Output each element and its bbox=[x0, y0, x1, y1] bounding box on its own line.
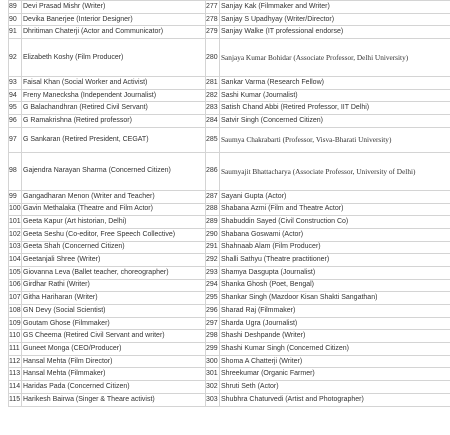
left-signatory: G Sankaran (Retired President, CEGAT) bbox=[22, 127, 206, 152]
left-number: 101 bbox=[9, 216, 22, 229]
right-number: 293 bbox=[206, 266, 220, 279]
left-signatory: GN Devy (Social Scientist) bbox=[22, 305, 206, 318]
table-row bbox=[9, 228, 450, 241]
left-number: 102 bbox=[9, 228, 22, 241]
right-signatory: Saumya Chakrabarti (Professor, Visva-Bharati University) bbox=[220, 127, 450, 152]
right-signatory: Shahnaab Alam (Film Producer) bbox=[220, 241, 450, 254]
left-number: 113 bbox=[9, 368, 22, 381]
table-row bbox=[9, 330, 450, 343]
right-number: 285 bbox=[206, 127, 220, 152]
left-signatory: Githa Hariharan (Writer) bbox=[22, 292, 206, 305]
table-row bbox=[9, 317, 450, 330]
table-row bbox=[9, 127, 450, 152]
table-row bbox=[9, 393, 450, 406]
left-number: 104 bbox=[9, 254, 22, 267]
signatory-table-body bbox=[9, 1, 450, 407]
right-signatory: Shreekumar (Organic Farmer) bbox=[220, 368, 450, 381]
table-row bbox=[9, 305, 450, 318]
left-signatory: Freny Manecksha (Independent Journalist) bbox=[22, 89, 206, 102]
right-number: 284 bbox=[206, 115, 220, 128]
left-number: 89 bbox=[9, 1, 22, 14]
left-signatory: G Ramakrishna (Retired professor) bbox=[22, 115, 206, 128]
right-number: 299 bbox=[206, 343, 220, 356]
right-number: 295 bbox=[206, 292, 220, 305]
left-number: 96 bbox=[9, 115, 22, 128]
table-row bbox=[9, 279, 450, 292]
left-signatory: Hansal Mehta (Filmmaker) bbox=[22, 368, 206, 381]
left-signatory: Geeta Shah (Concerned Citizen) bbox=[22, 241, 206, 254]
right-number: 302 bbox=[206, 381, 220, 394]
right-signatory: Shalli Sathyu (Theatre practitioner) bbox=[220, 254, 450, 267]
right-signatory: Saumyajit Bhattacharya (Associate Professor, University of Delhi) bbox=[220, 152, 450, 190]
left-signatory: Girdhar Rathi (Writer) bbox=[22, 279, 206, 292]
right-signatory: Shamya Dasgupta (Journalist) bbox=[220, 266, 450, 279]
right-number: 277 bbox=[206, 1, 220, 14]
left-signatory: Geeta Kapur (Art historian, Delhi) bbox=[22, 216, 206, 229]
left-number: 103 bbox=[9, 241, 22, 254]
table-row bbox=[9, 1, 450, 14]
right-signatory: Sharad Raj (Filmmaker) bbox=[220, 305, 450, 318]
table-row bbox=[9, 13, 450, 26]
right-signatory: Shashi Kumar Singh (Concerned Citizen) bbox=[220, 343, 450, 356]
left-signatory: G Balachandhran (Retired Civil Servant) bbox=[22, 102, 206, 115]
left-signatory: Giovanna Leva (Ballet teacher, choreographer) bbox=[22, 266, 206, 279]
right-number: 286 bbox=[206, 152, 220, 190]
table-row bbox=[9, 89, 450, 102]
right-signatory: Sanjaya Kumar Bohidar (Associate Professor, Delhi University) bbox=[220, 39, 450, 77]
right-number: 294 bbox=[206, 279, 220, 292]
left-number: 93 bbox=[9, 77, 22, 90]
table-row bbox=[9, 241, 450, 254]
table-row bbox=[9, 381, 450, 394]
right-number: 278 bbox=[206, 13, 220, 26]
right-signatory: Shoma A Chatterji (Writer) bbox=[220, 355, 450, 368]
right-number: 292 bbox=[206, 254, 220, 267]
right-number: 300 bbox=[206, 355, 220, 368]
left-number: 108 bbox=[9, 305, 22, 318]
table-row bbox=[9, 343, 450, 356]
left-number: 110 bbox=[9, 330, 22, 343]
right-number: 279 bbox=[206, 26, 220, 39]
table-row bbox=[9, 368, 450, 381]
right-number: 287 bbox=[206, 190, 220, 203]
right-signatory: Shabana Goswami (Actor) bbox=[220, 228, 450, 241]
left-signatory: Geeta Seshu (Co-editor, Free Speech Collective) bbox=[22, 228, 206, 241]
left-signatory: Gangadharan Menon (Writer and Teacher) bbox=[22, 190, 206, 203]
table-row bbox=[9, 26, 450, 39]
left-signatory: Elizabeth Koshy (Film Producer) bbox=[22, 39, 206, 77]
left-signatory: Haridas Pada (Concerned Citizen) bbox=[22, 381, 206, 394]
left-signatory: Devi Prasad Mishr (Writer) bbox=[22, 1, 206, 14]
table-row bbox=[9, 190, 450, 203]
left-signatory: Devika Banerjee (Interior Designer) bbox=[22, 13, 206, 26]
left-signatory: Faisal Khan (Social Worker and Activist) bbox=[22, 77, 206, 90]
right-number: 291 bbox=[206, 241, 220, 254]
right-number: 303 bbox=[206, 393, 220, 406]
right-signatory: Satvir Singh (Concerned Citizen) bbox=[220, 115, 450, 128]
right-signatory: Shruti Seth (Actor) bbox=[220, 381, 450, 394]
left-number: 112 bbox=[9, 355, 22, 368]
right-number: 281 bbox=[206, 77, 220, 90]
left-signatory: Goutam Ghose (Filmmaker) bbox=[22, 317, 206, 330]
right-signatory: Sankar Varma (Research Fellow) bbox=[220, 77, 450, 90]
right-number: 296 bbox=[206, 305, 220, 318]
left-number: 90 bbox=[9, 13, 22, 26]
right-signatory: Satish Chand Abbi (Retired Professor, IIT Delhi) bbox=[220, 102, 450, 115]
right-signatory: Sashi Kumar (Journalist) bbox=[220, 89, 450, 102]
right-signatory: Shubhra Chaturvedi (Artist and Photographer) bbox=[220, 393, 450, 406]
table-row bbox=[9, 152, 450, 190]
right-signatory: Sharda Ugra (Journalist) bbox=[220, 317, 450, 330]
right-number: 297 bbox=[206, 317, 220, 330]
left-signatory: Guneet Monga (CEO/Producer) bbox=[22, 343, 206, 356]
right-signatory: Sanjay S Upadhyay (Writer/Director) bbox=[220, 13, 450, 26]
left-number: 98 bbox=[9, 152, 22, 190]
left-number: 91 bbox=[9, 26, 22, 39]
left-signatory: GS Cheema (Retired Civil Servant and writer) bbox=[22, 330, 206, 343]
table-row bbox=[9, 77, 450, 90]
table-row bbox=[9, 254, 450, 267]
left-number: 97 bbox=[9, 127, 22, 152]
right-number: 290 bbox=[206, 228, 220, 241]
right-signatory: Shabuddin Sayed (Civil Construction Co) bbox=[220, 216, 450, 229]
left-number: 100 bbox=[9, 203, 22, 216]
right-number: 280 bbox=[206, 39, 220, 77]
signatory-table-container bbox=[8, 0, 450, 407]
left-number: 114 bbox=[9, 381, 22, 394]
right-signatory: Shabana Azmi (Film and Theatre Actor) bbox=[220, 203, 450, 216]
right-signatory: Shashi Deshpande (Writer) bbox=[220, 330, 450, 343]
table-row bbox=[9, 115, 450, 128]
left-number: 94 bbox=[9, 89, 22, 102]
left-number: 109 bbox=[9, 317, 22, 330]
right-number: 283 bbox=[206, 102, 220, 115]
right-number: 298 bbox=[206, 330, 220, 343]
right-signatory: Sayani Gupta (Actor) bbox=[220, 190, 450, 203]
left-number: 106 bbox=[9, 279, 22, 292]
left-number: 95 bbox=[9, 102, 22, 115]
right-number: 289 bbox=[206, 216, 220, 229]
right-signatory: Sanjay Walke (IT professional endorse) bbox=[220, 26, 450, 39]
left-signatory: Harikesh Bairwa (Singer & Theare activist) bbox=[22, 393, 206, 406]
left-signatory: Hansal Mehta (Film Director) bbox=[22, 355, 206, 368]
left-number: 92 bbox=[9, 39, 22, 77]
table-row bbox=[9, 203, 450, 216]
left-signatory: Gajendra Narayan Sharma (Concerned Citizen) bbox=[22, 152, 206, 190]
left-signatory: Gavin Methalaka (Theatre and Film Actor) bbox=[22, 203, 206, 216]
signatory-table bbox=[8, 0, 450, 407]
right-signatory: Shankar Singh (Mazdoor Kisan Shakti Sangathan) bbox=[220, 292, 450, 305]
table-row bbox=[9, 292, 450, 305]
table-row bbox=[9, 216, 450, 229]
right-number: 288 bbox=[206, 203, 220, 216]
left-number: 99 bbox=[9, 190, 22, 203]
left-signatory: Geetanjali Shree (Writer) bbox=[22, 254, 206, 267]
left-number: 115 bbox=[9, 393, 22, 406]
left-number: 105 bbox=[9, 266, 22, 279]
right-number: 301 bbox=[206, 368, 220, 381]
left-number: 107 bbox=[9, 292, 22, 305]
right-signatory: Sanjay Kak (Filmmaker and Writer) bbox=[220, 1, 450, 14]
table-row bbox=[9, 39, 450, 77]
right-signatory: Shanka Ghosh (Poet, Bengal) bbox=[220, 279, 450, 292]
table-row bbox=[9, 102, 450, 115]
right-number: 282 bbox=[206, 89, 220, 102]
table-row bbox=[9, 355, 450, 368]
left-number: 111 bbox=[9, 343, 22, 356]
left-signatory: Dhritiman Chaterji (Actor and Communicator) bbox=[22, 26, 206, 39]
table-row bbox=[9, 266, 450, 279]
